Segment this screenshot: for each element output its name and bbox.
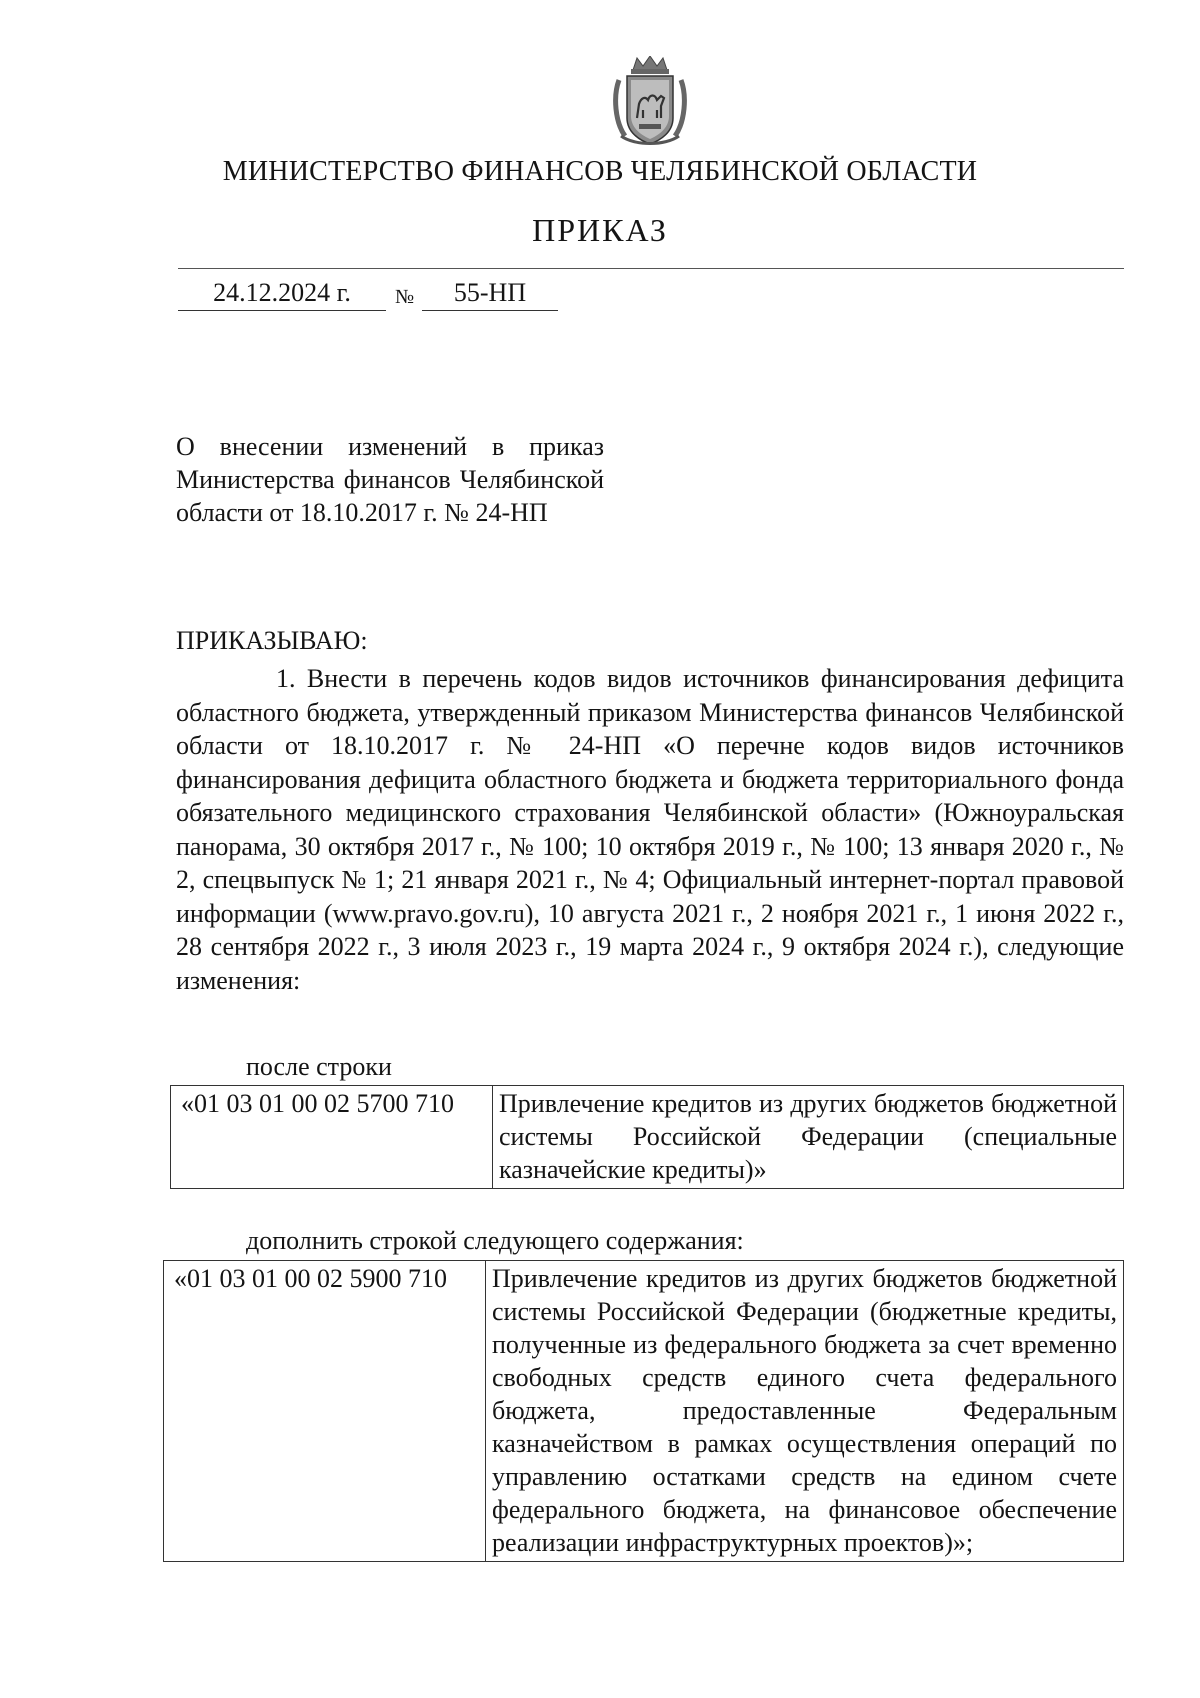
add-line-label: дополнить строкой следующего содержания: xyxy=(246,1226,744,1255)
number-sign: № xyxy=(395,286,415,308)
order-directive: ПРИКАЗЫВАЮ: xyxy=(176,626,368,655)
document-type: ПРИКАЗ xyxy=(532,212,668,248)
after-line-label: после строки xyxy=(246,1052,392,1081)
header-divider xyxy=(178,268,1124,269)
source-code-cell: «01 03 01 00 02 5900 710 xyxy=(164,1261,486,1562)
source-description-cell: Привлечение кредитов из других бюджетов бюджетной системы Российской Федерации (специальные казначейские кредиты)» xyxy=(493,1086,1124,1189)
coat-of-arms-icon xyxy=(611,56,689,148)
existing-code-table xyxy=(170,1085,1124,1189)
order-subject: О внесении изменений в приказ Министерства финансов Челябинской области от 18.10.2017 г. № 24-НП xyxy=(176,432,604,527)
source-description-cell: Привлечение кредитов из других бюджетов бюджетной системы Российской Федерации (бюджетные кредиты, полученные из федерального бюджета за счет временно свободных средств единого счета федерального бюджета, предоставленные Федеральным казначейством в рамках осуществления операций по управлению остатками средств на едином счете федерального бюджета, на финансовое обеспечение реализации инфраструктурных проектов)»; xyxy=(486,1261,1124,1562)
source-code-cell: «01 03 01 00 02 5700 710 xyxy=(171,1086,493,1189)
order-paragraph-1: 1. Внести в перечень кодов видов источников финансирования дефицита областного бюджета, утвержденный приказом Министерства финансов Челябинской области от 18.10.2017 г. № 24-НП «О перечне кодов видов источников финансирования дефицита областного бюджета и бюджета территориального фонда обязательного медицинского страхования Челябинской области» (Южноуральская панорама, 30 октября 2017 г., № 100; 10 октября 2019 г., № 100; 13 января 2020 г., № 2, спецвыпуск № 1; 21 января 2021 г., № 4; Официальный интернет-портал правовой информации (www.pravo.gov.ru), 10 августа 2021 г., 2 ноября 2021 г., 1 июня 2022 г., 28 сентября 2022 г., 3 июля 2023 г., 19 марта 2024 г., 9 октября 2024 г.), следующие изменения: xyxy=(176,664,1124,995)
ministry-name: МИНИСТЕРСТВО ФИНАНСОВ ЧЕЛЯБИНСКОЙ ОБЛАСТИ xyxy=(222,156,978,187)
new-code-table xyxy=(163,1260,1124,1562)
order-date: 24.12.2024 г. xyxy=(178,278,386,311)
table-row xyxy=(171,1086,1124,1189)
table-row xyxy=(164,1261,1124,1562)
order-number: 55-НП xyxy=(422,278,558,311)
